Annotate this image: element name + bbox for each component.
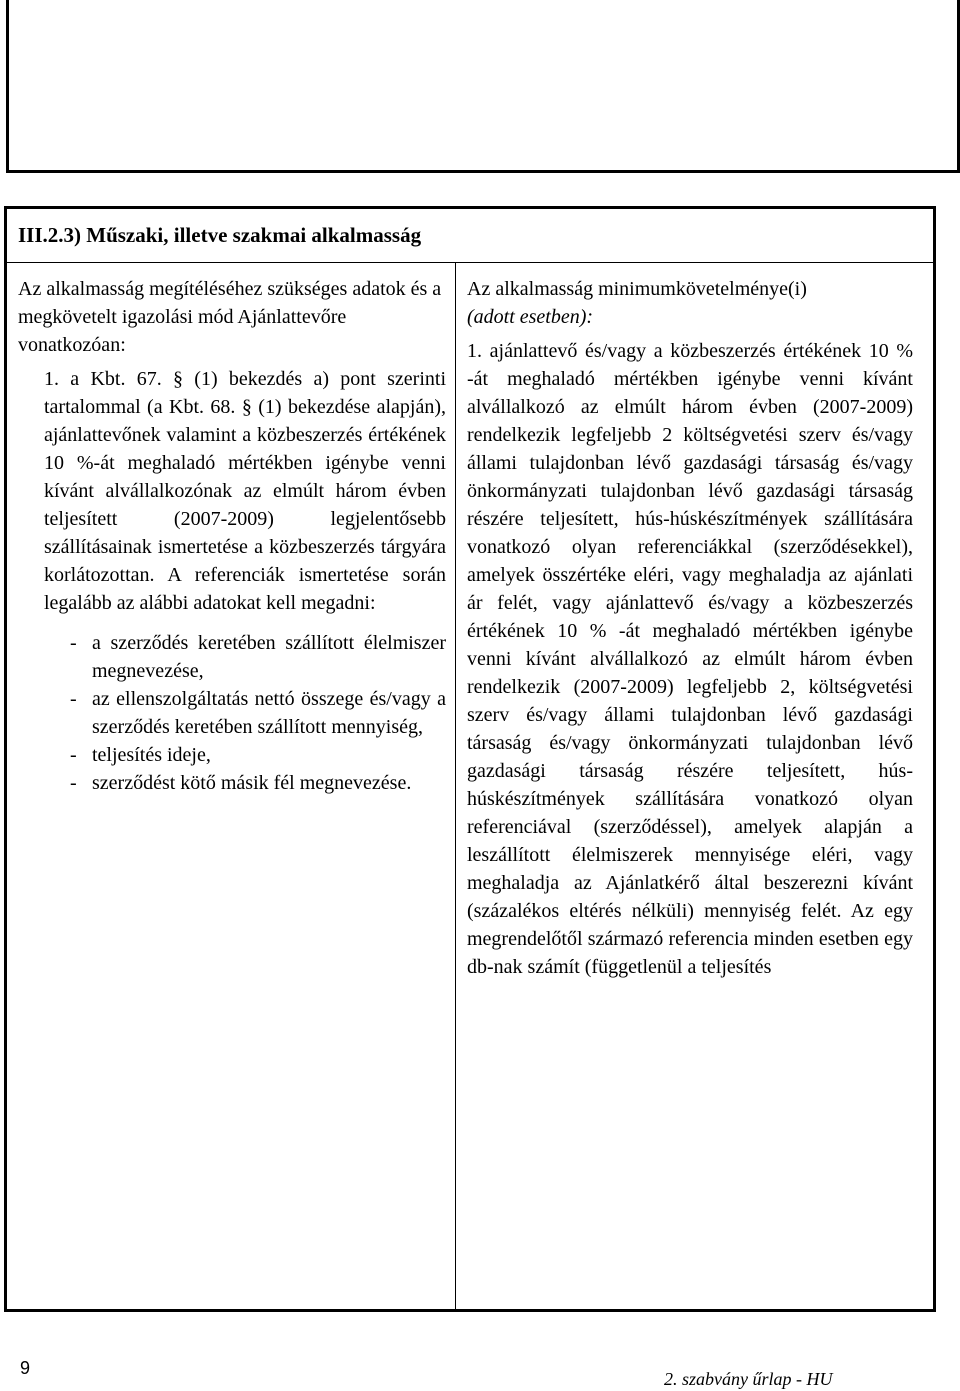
column-divider <box>455 262 456 1309</box>
list-item: - szerződést kötő másik fél megnevezése. <box>66 769 446 797</box>
left-item-1: 1. a Kbt. 67. § (1) bekezdés a) pont szerinti tartalommal (a Kbt. 68. § (1) bekezdése alapján), ajánlattevőnek valamint a közbeszerzés értékének 10 %-át meghaladó mértékben igénybe venni kívánt alvállalkozónak az elmúlt három évben teljesített (2007-2009) legjelentősebb szállításainak ismertetése a közbeszerzés tárgyára korlátozottan. A referenciák ismertetése során legalább az alábbi adatokat kell megadni: <box>44 368 446 614</box>
left-column <box>18 275 446 797</box>
list-item: - az ellenszolgáltatás nettó összege és/vagy a szerződés keretében szállított mennyiség, <box>66 685 446 741</box>
list-item: - teljesítés ideje, <box>66 741 446 769</box>
form-name: 2. szabvány űrlap - HU <box>664 1369 833 1389</box>
section-title: III.2.3) Műszaki, illetve szakmai alkalmasság <box>18 223 422 247</box>
list-item: - a szerződés keretében szállított élelmiszer megnevezése, <box>66 629 446 685</box>
right-requirement-text: 1. ajánlattevő és/vagy a közbeszerzés értékének 10 % -át meghaladó mértékben igénybe venni kívánt alvállalkozó az elmúlt három évben (2007-2009) rendelkezik legfeljebb 2 költségvetési szerv és/vagy állami tulajdonban lévő gazdasági társaság és/vagy önkormányzati tulajdonban lévő gazdasági társaság részére teljesített, hús-húskészítmények szállítására vonatkozó olyan referenciákkal (szerződésekkel), amelyek összértéke eléri, vagy meghaladja az ajánlati ár felét, vagy ajánlattevő és/vagy a közbeszerzés értékének 10 % -át meghaladó mértékben igénybe venni kívánt alvállalkozó az elmúlt három évben rendelkezik (2007-2009) legfeljebb 2, költségvetési szerv és/vagy állami tulajdonban lévő gazdasági társaság és/vagy önkormányzati tulajdonban lévő gazdasági társaság részére teljesített, hús-húskészítmények szállítására vonatkozó olyan referenciával (szerződéssel), amelyek alapján a leszállított élelmiszerek mennyisége eléri, vagy meghaladja az Ajánlatkérő által beszerezni kívánt (százalékos eltérés nélküli) mennyiség felét. Az egy megrendelőtől származó referencia minden esetben egy db-nak számít (függetlenül a teljesítés <box>467 340 913 978</box>
reference-data-list <box>18 629 446 797</box>
page-number: 9 <box>20 1358 31 1378</box>
section-table <box>4 206 936 1312</box>
right-heading-note: (adott esetben): <box>467 306 594 328</box>
right-heading: Az alkalmasság minimumkövetelménye(i) <box>467 278 807 300</box>
section-heading-row <box>7 209 933 263</box>
right-column <box>467 275 913 981</box>
left-intro: Az alkalmasság megítéléséhez szükséges adatok és a megkövetelt igazolási mód Ajánlattevőre vonatkozóan: <box>18 278 442 356</box>
top-empty-box <box>6 0 960 173</box>
